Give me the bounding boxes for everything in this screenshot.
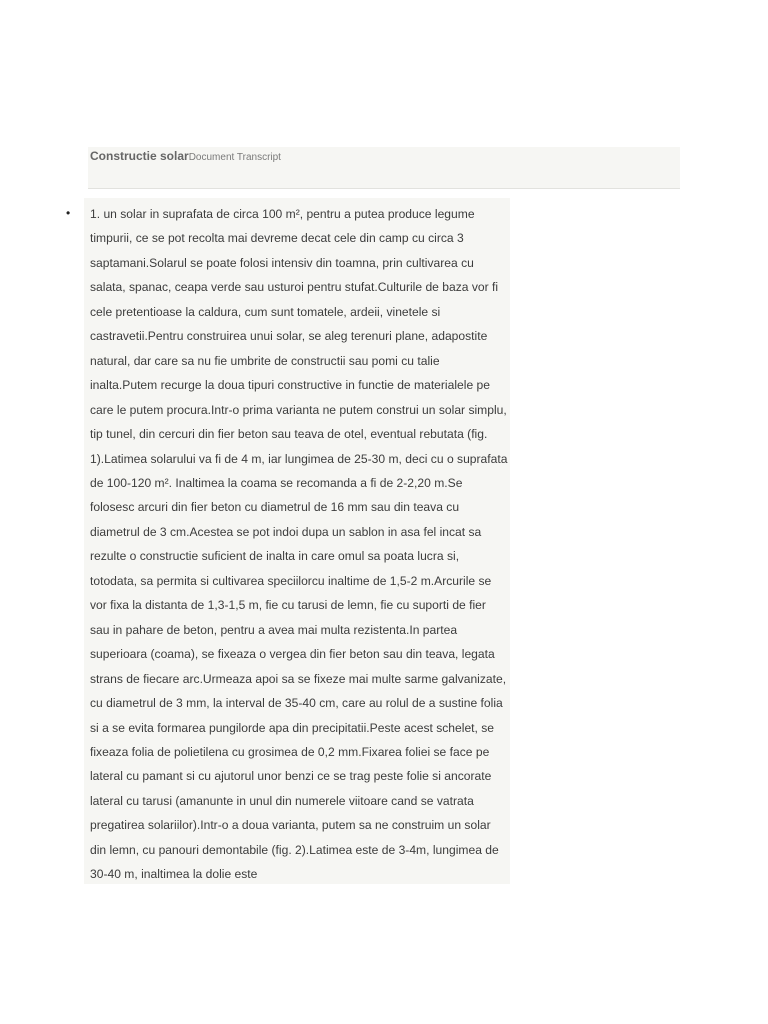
transcript-panel [84, 198, 510, 884]
list-bullet: • [66, 206, 71, 220]
document-title [90, 149, 281, 163]
transcript-text: 1. un solar in suprafata de circa 100 m², pentru a putea produce legume timpurii, ce se pot recolta mai devreme decat cele din camp cu circa 3 saptamani.Solarul se poate folosi intensiv din toamna, prin cultivarea cu salata, spanac, ceapa verde sau usturoi pentru stufat.Culturile de baza vor fi cele pretentioase la caldura, cum sunt tomatele, ardeii, vinetele si castravetii.Pentru construirea unui solar, se aleg terenuri plane, adapostite natural, dar care sa nu fie umbrite de constructii sau pomi cu talie inalta.Putem recurge la doua tipuri constructive in functie de materialele pe care le putem procura.Intr-o prima varianta ne putem construi un solar simplu, tip tunel, din cercuri din fier beton sau teava de otel, eventual rebutata (fig. 1).Latimea solarului va fi de 4 m, iar lungimea de 25-30 m, deci cu o suprafata de 100-120 m². Inaltimea la coama se recomanda a fi de 2-2,20 m.Se folosesc arcuri din fier beton cu diametrul de 16 mm sau din teava cu diametrul de 3 cm.Acestea se pot indoi dupa un sablon in asa fel incat sa rezulte o constructie suficient de inalta in care omul sa poata lucra si, totodata, sa permita si cultivarea speciilorcu inaltime de 1,5-2 m.Arcurile se vor fixa la distanta de 1,3-1,5 m, fie cu tarusi de lemn, fie cu suporti de fier sau in pahare de beton, pentru a avea mai multa rezistenta.In partea superioara (coama), se fixeaza o vergea din fier beton sau din teava, legata strans de fiecare arc.Urmeaza apoi sa se fixeze mai multe sarme galvanizate, cu diametrul de 3 mm, la interval de 35-40 cm, care au rolul de a sustine folia si a se evita formarea pungilorde apa din precipitatii.Peste acest schelet, se fixeaza folia de polietilena cu grosimea de 0,2 mm.Fixarea foliei se face pe lateral cu pamant si cu ajutorul unor benzi ce se trag peste folie si ancorate lateral cu tarusi (amanunte in unul din numerele viitoare cand se vatrata pregatirea solariilor).Intr-o a doua varianta, putem sa ne construim un solar din lemn, cu panouri demontabile (fig. 2).Latimea este de 3-4m, lungimea de 30-40 m, inaltimea la dolie este [90, 207, 508, 882]
document-header [88, 147, 680, 189]
document-subtitle: Document Transcript [188, 152, 281, 163]
document-title-text: Constructie solar [90, 149, 189, 163]
